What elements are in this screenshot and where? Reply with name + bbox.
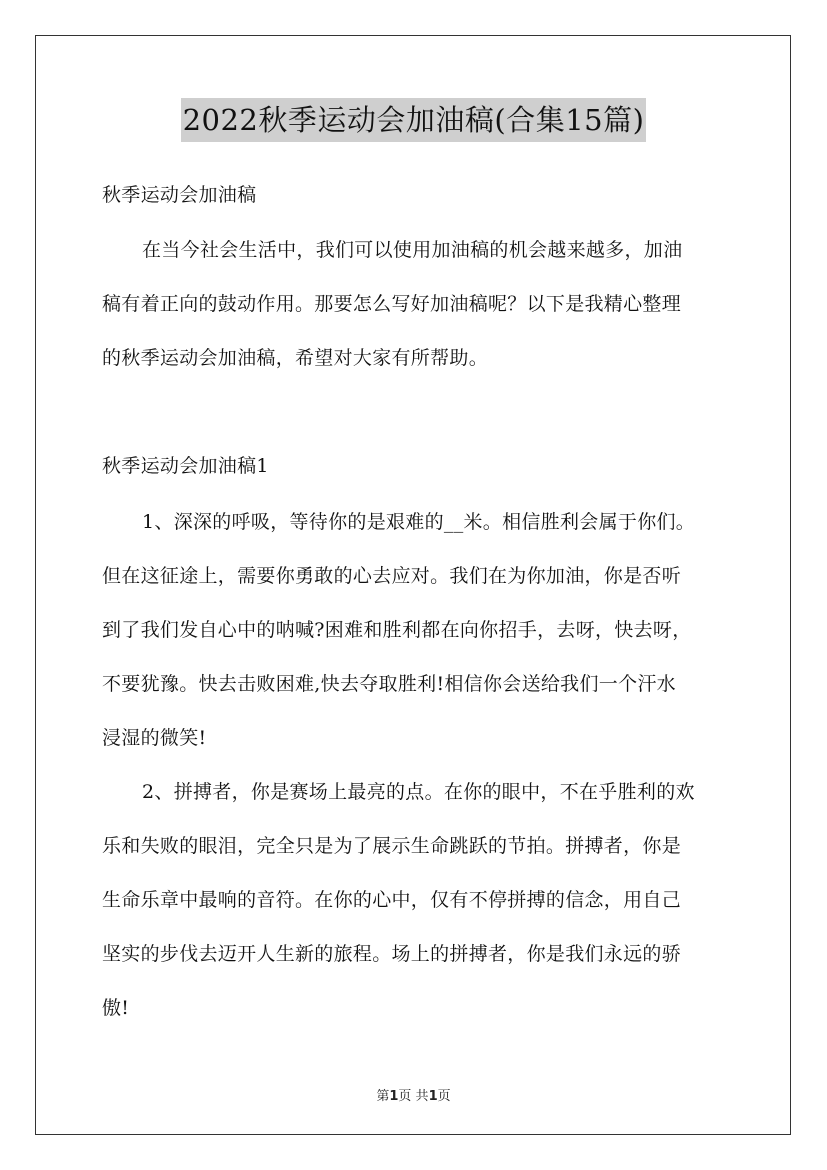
footer-page-number: 1 xyxy=(389,1089,399,1104)
page-footer xyxy=(0,1085,827,1104)
paragraph-line: 生命乐章中最响的音符。在你的心中，仅有不停拼搏的信念，用自己 xyxy=(102,889,682,911)
subtitle: 秋季运动会加油稿 xyxy=(102,184,257,206)
footer-prefix: 第 xyxy=(376,1089,390,1104)
paragraph-line: 到了我们发自心中的呐喊?困难和胜利都在向你招手，去呀，快去呀， xyxy=(102,619,692,641)
paragraph-line: 傲! xyxy=(102,997,130,1019)
paragraph-line: 乐和失败的眼泪，完全只是为了展示生命跳跃的节拍。拼搏者，你是 xyxy=(102,835,682,857)
paragraph-line: 但在这征途上，需要你勇敢的心去应对。我们在为你加油，你是否听 xyxy=(102,565,682,587)
footer-suffix: 页 xyxy=(437,1089,451,1104)
intro-line: 的秋季运动会加油稿，希望对大家有所帮助。 xyxy=(102,347,489,369)
paragraph-line: 浸湿的微笑! xyxy=(102,727,207,749)
intro-line: 在当今社会生活中，我们可以使用加油稿的机会越来越多，加油 xyxy=(142,239,683,261)
title-wrap xyxy=(0,98,827,142)
section-heading: 秋季运动会加油稿1 xyxy=(102,455,269,477)
footer-mid: 页 共 xyxy=(398,1089,429,1104)
document-title: 2022秋季运动会加油稿(合集15篇) xyxy=(181,98,647,142)
paragraph-line: 1、深深的呼吸，等待你的是艰难的__米。相信胜利会属于你们。 xyxy=(142,511,696,533)
paragraph-line: 坚实的步伐去迈开人生新的旅程。场上的拼搏者，你是我们永远的骄 xyxy=(102,943,682,965)
paragraph-line: 不要犹豫。快去击败困难,快去夺取胜利!相信你会送给我们一个汗水 xyxy=(102,673,676,695)
paragraph-line: 2、拼搏者，你是赛场上最亮的点。在你的眼中，不在乎胜利的欢 xyxy=(142,781,695,803)
footer-page-total: 1 xyxy=(428,1089,438,1104)
intro-line: 稿有着正向的鼓动作用。那要怎么写好加油稿呢？以下是我精心整理 xyxy=(102,293,682,315)
